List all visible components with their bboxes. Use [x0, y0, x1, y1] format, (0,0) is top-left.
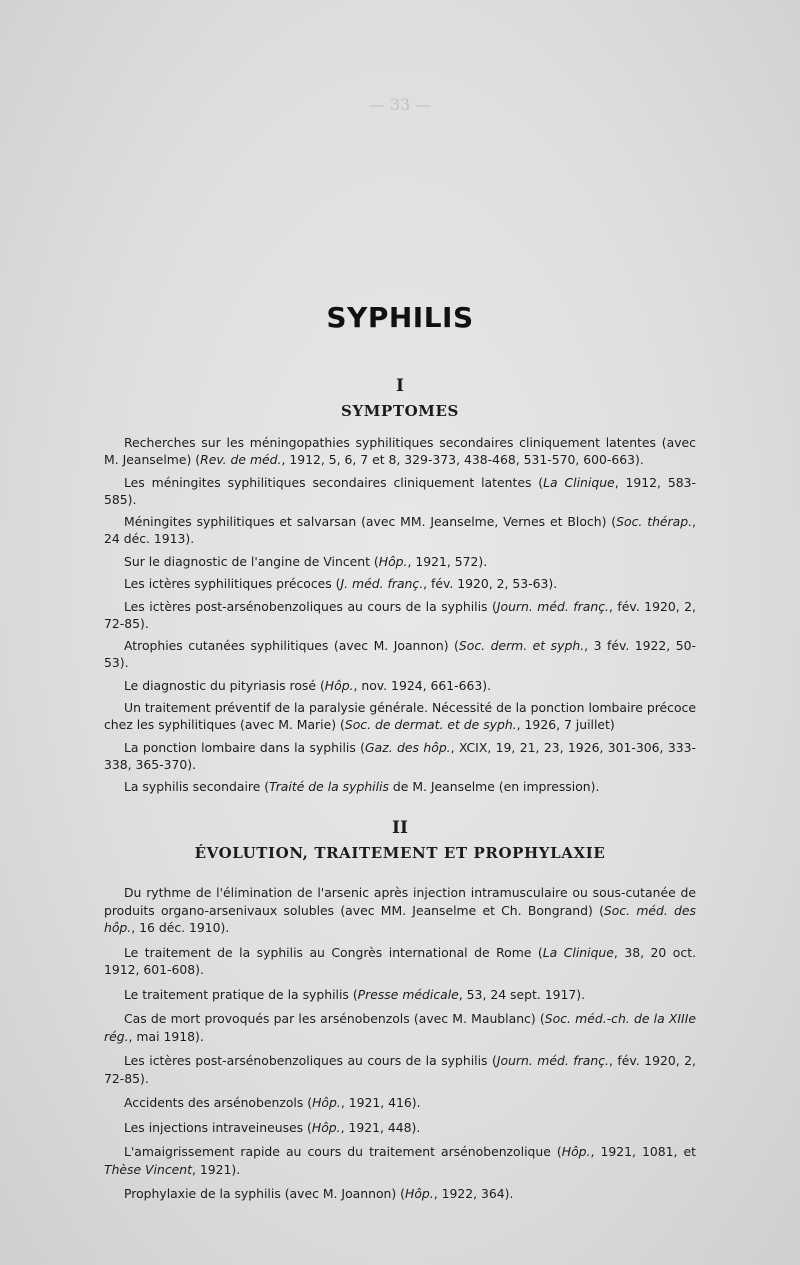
entry-details: , 1921, 572). [407, 553, 488, 569]
entry-details: , fév. 1920, 2, 72-85). [104, 1053, 696, 1086]
journal-ref: La Clinique [542, 944, 614, 960]
bibliography-entry [104, 986, 696, 1004]
entry-details: , 24 déc. 1913). [104, 514, 696, 546]
page-title: SYPHILIS [326, 300, 474, 334]
entry-text: Sur le diagnostic de l'angine de Vincent ( [124, 553, 379, 569]
bibliography-entry [104, 474, 696, 508]
bibliography-entry [104, 1185, 696, 1203]
section-evolution-traitement [104, 818, 696, 1210]
bibliography-entry [104, 1052, 696, 1087]
entry-details: , mai 1918). [128, 1028, 204, 1044]
journal-ref: Soc. thérap. [616, 514, 693, 529]
bibliography-entry [104, 575, 696, 592]
entry-details: , 1912, 5, 6, 7 et 8, 329-373, 438-468, 531-570, 600-663). [281, 452, 644, 467]
bibliography-entry [104, 434, 696, 468]
journal-ref: Hôp. [311, 1119, 341, 1135]
entry-text: Les méningites syphilitiques secondaires cliniquement latentes ( [124, 474, 544, 490]
journal-ref: Rev. de méd. [200, 452, 282, 467]
entry-text: La ponction lombaire dans la syphilis ( [124, 739, 366, 755]
entry-details: , 1921, 448). [340, 1119, 421, 1135]
journal-ref: Hôp. [312, 1095, 341, 1110]
entry-text: Cas de mort provoqués par les arsénobenzols (avec M. Maublanc) ( [124, 1011, 545, 1026]
journal-ref: Hôp. [324, 677, 354, 693]
journal-ref: Presse médicale [357, 986, 459, 1002]
bibliography-entry [104, 513, 696, 547]
thesis-ref: Thèse Vincent [104, 1161, 192, 1177]
bibliography-entry [104, 944, 696, 979]
entry-text: Recherches sur les méningopathies syphilitiques secondaires cliniquement latentes (avec M. Jeanselme) ( [104, 435, 696, 467]
entry-text: Accidents des arsénobenzols ( [124, 1095, 313, 1110]
journal-ref: Journ. méd. franç. [496, 598, 609, 614]
section-numeral: II [392, 818, 408, 838]
entry-details: , 1921, 1081, et [590, 1144, 697, 1159]
bibliography-entry [104, 1010, 696, 1045]
section-heading: SYMPTOMES [341, 402, 459, 420]
bibliography-entry [104, 637, 696, 671]
entry-text: Le diagnostic du pityriasis rosé ( [124, 677, 325, 693]
bibliography-entry [104, 739, 696, 773]
section-symptomes [104, 376, 696, 801]
entry-text: Les injections intraveineuses ( [124, 1119, 312, 1135]
bibliography-entry [104, 677, 696, 694]
entry-details: , 16 déc. 1910). [131, 920, 230, 935]
bibliography-entry [104, 1094, 696, 1112]
section-numeral: I [396, 376, 404, 396]
entry-details: , 1921). [191, 1161, 241, 1177]
entry-details: , 38, 20 oct. 1912, 601-608). [104, 944, 697, 977]
entry-details: de M. Jeanselme (en impression). [388, 779, 600, 794]
bibliography-entry [104, 699, 696, 733]
journal-ref: Hôp. [405, 1186, 434, 1201]
journal-ref: La Clinique [543, 474, 615, 490]
bibliography-list [104, 434, 696, 795]
journal-ref: Gaz. des hôp. [365, 739, 451, 755]
journal-ref: Traité de la syphilis [269, 779, 389, 794]
entry-text: Le traitement de la syphilis au Congrès international de Rome ( [124, 944, 543, 960]
entry-text: Méningites syphilitiques et salvarsan (avec MM. Jeanselme, Vernes et Bloch) ( [124, 514, 617, 529]
journal-ref: J. méd. franç. [340, 576, 424, 591]
journal-ref: Hôp. [561, 1144, 591, 1159]
journal-ref: Journ. méd. franç. [496, 1053, 609, 1068]
entry-text: Atrophies cutanées syphilitiques (avec M. Joannon) ( [124, 638, 459, 653]
entry-details: , 1922, 364). [433, 1186, 514, 1201]
journal-ref: Soc. méd. des hôp. [104, 902, 696, 935]
entry-text: Les ictères post-arsénobenzoliques au cours de la syphilis ( [124, 598, 497, 614]
entry-text: Du rythme de l'élimination de l'arsenic après injection intramusculaire ou sous-cutanée de produits organo-arsenivaux solubles (avec MM. Jeanselme et Ch. Bongrand) ( [104, 885, 696, 918]
entry-text: La syphilis secondaire ( [124, 779, 270, 794]
entry-details: , fév. 1920, 2, 72-85). [104, 598, 696, 631]
section-heading: ÉVOLUTION, TRAITEMENT ET PROPHYLAXIE [194, 844, 606, 862]
bibliography-list [104, 884, 696, 1203]
entry-details: , 1926, 7 juillet) [516, 717, 615, 732]
entry-details: , 3 fév. 1922, 50-53). [104, 638, 696, 670]
entry-details: , fév. 1920, 2, 53-63). [423, 576, 558, 591]
journal-ref: Soc. méd.-ch. de la XIIIe rég. [104, 1011, 696, 1044]
entry-text: Un traitement préventif de la paralysie générale. Nécessité de la ponction lombaire précoce chez les syphilitiques (avec M. Marie) ( [104, 700, 696, 732]
entry-text: Prophylaxie de la syphilis (avec M. Joannon) ( [124, 1186, 405, 1201]
entry-text: Le traitement pratique de la syphilis ( [124, 986, 358, 1002]
entry-text: L'amaigrissement rapide au cours du traitement arsénobenzolique ( [124, 1144, 562, 1159]
journal-ref: Hôp. [378, 553, 408, 569]
bibliography-entry [104, 598, 696, 632]
bibliography-entry [104, 884, 696, 937]
bibliography-entry [104, 553, 696, 570]
entry-details: , 1921, 416). [340, 1095, 421, 1110]
entry-details: , 53, 24 sept. 1917). [458, 986, 586, 1002]
page-number: — 33 — [368, 95, 432, 114]
bibliography-entry [104, 1119, 696, 1137]
bibliography-entry [104, 778, 696, 795]
bibliography-entry [104, 1143, 696, 1178]
entry-details: , nov. 1924, 661-663). [353, 677, 492, 693]
entry-details: , 1912, 583-585). [104, 474, 696, 507]
entry-text: Les ictères syphilitiques précoces ( [124, 576, 341, 591]
journal-ref: Soc. derm. et syph. [458, 638, 585, 653]
entry-text: Les ictères post-arsénobenzoliques au cours de la syphilis ( [124, 1053, 497, 1068]
entry-details: , XCIX, 19, 21, 23, 1926, 301-306, 333-338, 365-370). [104, 739, 696, 772]
journal-ref: Soc. de dermat. et de syph. [344, 717, 517, 732]
